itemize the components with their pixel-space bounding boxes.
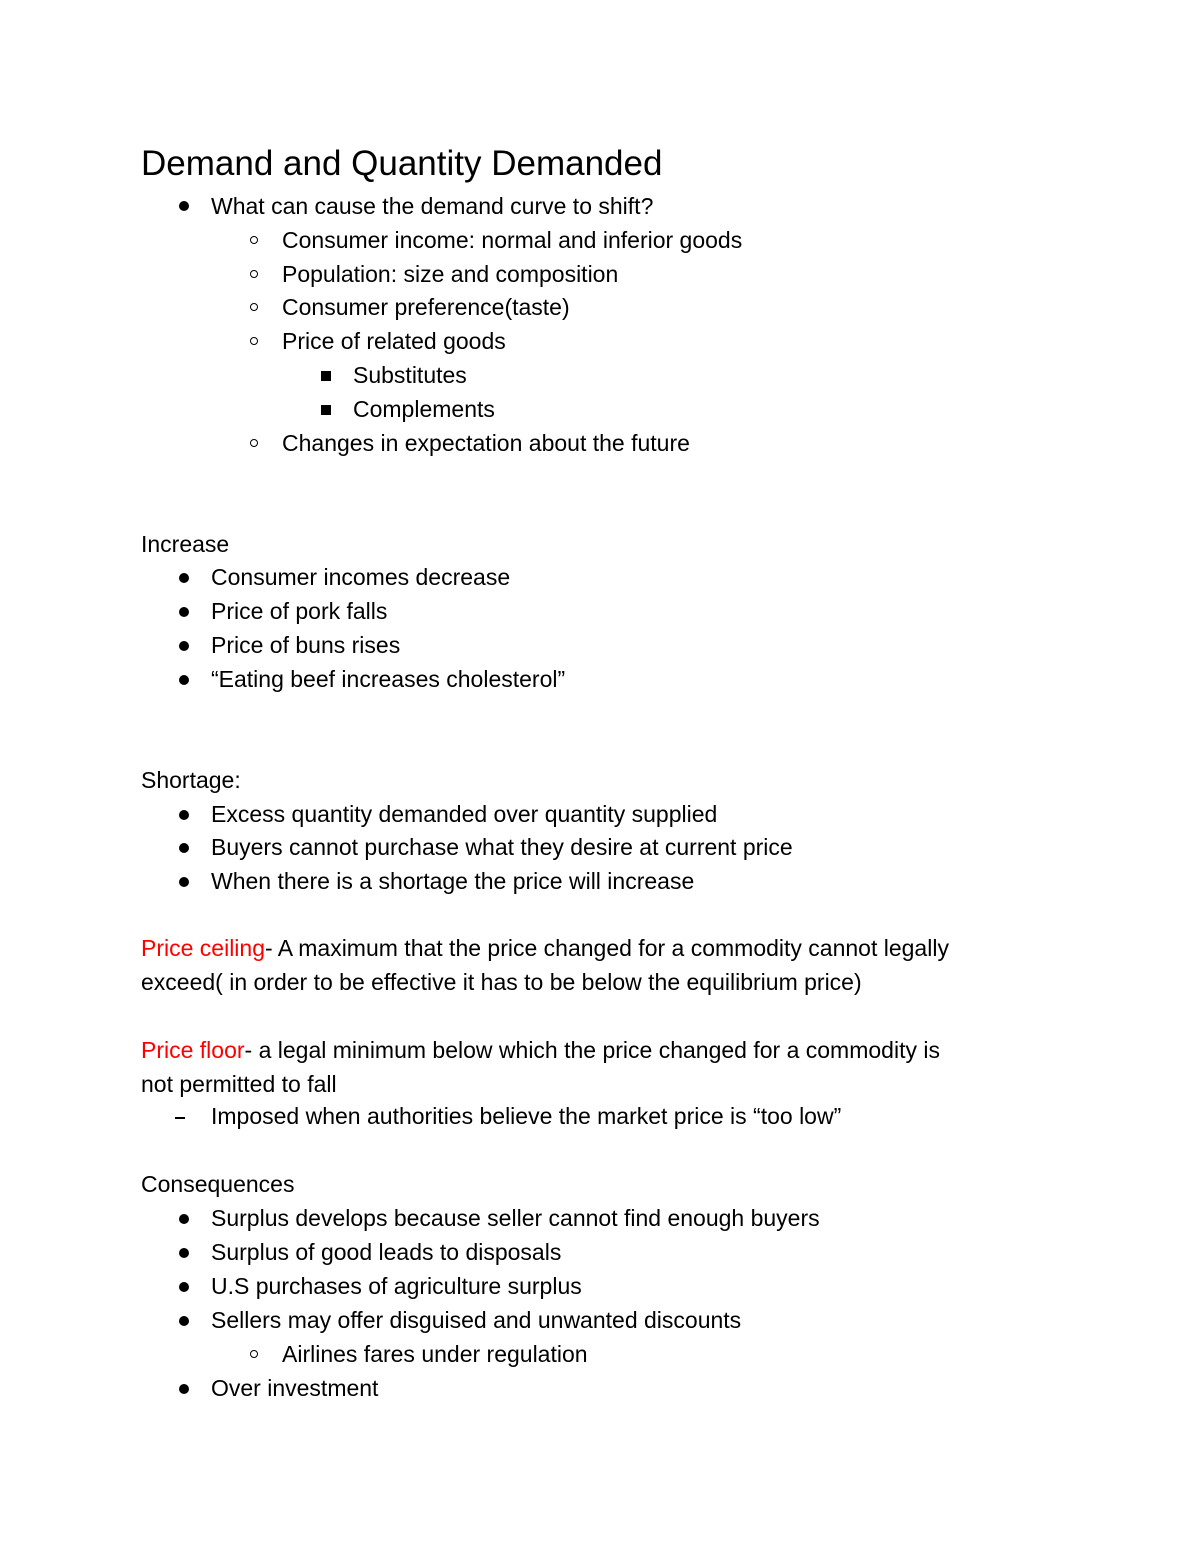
- list-item: What can cause the demand curve to shift?: [211, 193, 654, 219]
- list-item: Surplus of good leads to disposals: [211, 1239, 562, 1265]
- bullet-circle: [250, 270, 258, 278]
- page-title: Demand and Quantity Demanded: [141, 144, 663, 183]
- list-item: Consumer preference(taste): [282, 294, 570, 320]
- bullet-circle: [250, 303, 258, 311]
- bullet-disc: [179, 843, 189, 853]
- bullet-disc: [179, 1282, 189, 1292]
- bullet-disc: [179, 1214, 189, 1224]
- list-item: Substitutes: [353, 362, 467, 388]
- price-floor-paragraph: [141, 1035, 940, 1065]
- bullet-disc: [179, 573, 189, 583]
- list-item: Price of related goods: [282, 328, 506, 354]
- section-heading-shortage: Shortage:: [141, 767, 241, 793]
- bullet-circle: [250, 236, 258, 244]
- price-floor-line2: not permitted to fall: [141, 1071, 337, 1097]
- price-ceiling-term: Price ceiling: [141, 935, 265, 961]
- list-item: U.S purchases of agriculture surplus: [211, 1273, 582, 1299]
- list-item: Changes in expectation about the future: [282, 430, 690, 456]
- bullet-square: [321, 405, 331, 415]
- bullet-disc: [179, 877, 189, 887]
- bullet-disc: [179, 1384, 189, 1394]
- section-heading-consequences: Consequences: [141, 1171, 295, 1197]
- bullet-disc: [179, 675, 189, 685]
- bullet-dash: [175, 1117, 185, 1119]
- bullet-disc: [179, 641, 189, 651]
- price-ceiling-paragraph: [141, 933, 949, 963]
- list-item: Price of pork falls: [211, 598, 388, 624]
- list-item: Population: size and composition: [282, 261, 619, 287]
- price-floor-definition: - a legal minimum below which the price changed for a commodity is: [244, 1037, 940, 1063]
- bullet-square: [321, 371, 331, 381]
- list-item: Buyers cannot purchase what they desire at current price: [211, 834, 793, 860]
- price-ceiling-definition: - A maximum that the price changed for a commodity cannot legally: [265, 935, 949, 961]
- bullet-disc: [179, 201, 189, 211]
- list-item: When there is a shortage the price will increase: [211, 868, 695, 894]
- bullet-disc: [179, 1316, 189, 1326]
- bullet-circle: [250, 439, 258, 447]
- bullet-circle: [250, 1350, 258, 1358]
- bullet-disc: [179, 810, 189, 820]
- bullet-disc: [179, 607, 189, 617]
- list-item: Over investment: [211, 1375, 379, 1401]
- bullet-disc: [179, 1248, 189, 1258]
- list-item: Imposed when authorities believe the market price is “too low”: [211, 1103, 842, 1129]
- section-heading-increase: Increase: [141, 531, 230, 557]
- list-item: Sellers may offer disguised and unwanted discounts: [211, 1307, 742, 1333]
- list-item: “Eating beef increases cholesterol”: [211, 666, 566, 692]
- list-item: Excess quantity demanded over quantity supplied: [211, 801, 718, 827]
- list-item: Surplus develops because seller cannot find enough buyers: [211, 1205, 820, 1231]
- list-item: Price of buns rises: [211, 632, 401, 658]
- list-item: Complements: [353, 396, 495, 422]
- price-floor-term: Price floor: [141, 1037, 245, 1063]
- list-item: Consumer income: normal and inferior goods: [282, 227, 743, 253]
- price-ceiling-line2: exceed( in order to be effective it has to be below the equilibrium price): [141, 969, 862, 995]
- bullet-circle: [250, 337, 258, 345]
- list-item: Airlines fares under regulation: [282, 1341, 588, 1367]
- list-item: Consumer incomes decrease: [211, 564, 511, 590]
